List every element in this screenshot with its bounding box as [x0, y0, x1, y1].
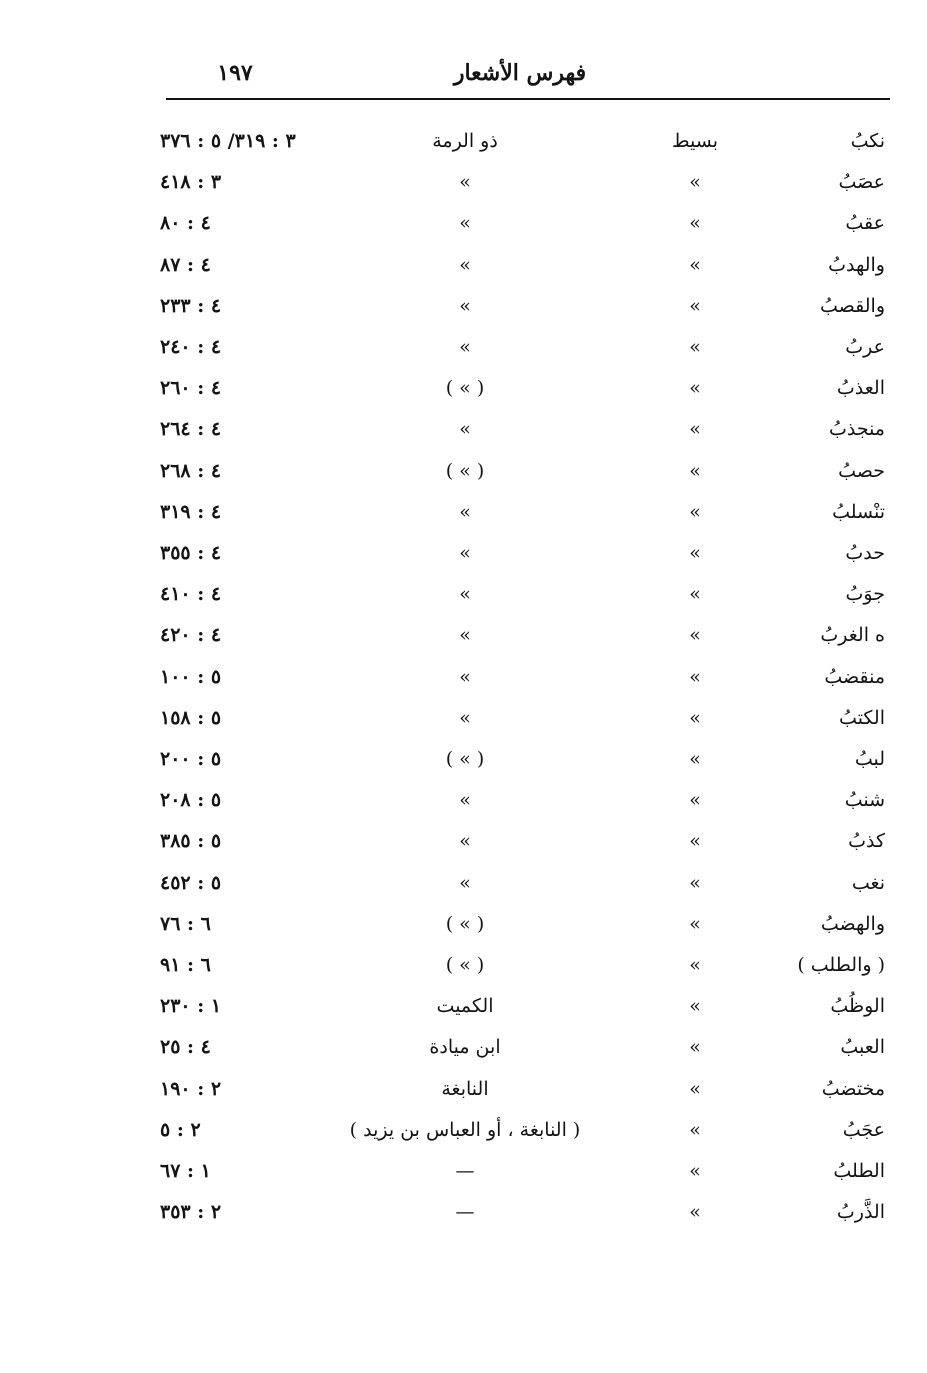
meter-cell: »: [689, 418, 701, 441]
index-row: [0, 244, 927, 284]
reference-cell: ٤ : ٢٦٤: [160, 418, 222, 441]
rhyme-cell: تنْسلبُ: [832, 500, 885, 523]
rhyme-cell: الكتبُ: [839, 706, 885, 729]
index-row: [0, 450, 927, 490]
reference-cell: ٢ : ٥: [160, 1118, 201, 1141]
poet-cell: »: [459, 583, 471, 606]
index-row: [0, 903, 927, 943]
meter-cell: »: [689, 1077, 701, 1100]
meter-cell: »: [689, 789, 701, 812]
rhyme-cell: شنبُ: [844, 789, 885, 812]
index-row: [0, 1109, 927, 1149]
rhyme-cell: مختضبُ: [821, 1077, 885, 1100]
reference-cell: ٤ : ٢٤٠: [160, 336, 222, 358]
rhyme-cell: عصَبُ: [838, 171, 885, 194]
meter-cell: »: [689, 542, 701, 564]
reference-cell: ٢ : ٣٥٣: [160, 1201, 222, 1224]
meter-cell: »: [689, 830, 701, 853]
index-row: [0, 367, 927, 407]
page-title: فهرس الأشعار: [453, 60, 587, 86]
poet-cell: »: [459, 336, 471, 358]
rhyme-cell: والهضبُ: [820, 912, 885, 935]
meter-cell: »: [689, 336, 701, 358]
poet-cell: »: [459, 500, 471, 523]
index-row: [0, 697, 927, 737]
meter-cell: »: [689, 1036, 701, 1059]
poet-cell: ( » ): [445, 912, 485, 935]
rhyme-cell: الذَّربُ: [836, 1201, 885, 1224]
poet-cell: »: [459, 830, 471, 853]
poet-cell: »: [459, 542, 471, 564]
index-row: [0, 1191, 927, 1231]
poet-cell: »: [459, 624, 471, 647]
reference-cell: ٦ : ٩١: [160, 954, 211, 976]
page-header: [0, 0, 927, 110]
meter-cell: »: [689, 912, 701, 935]
reference-cell: ٤ : ٤١٠: [160, 583, 222, 606]
meter-cell: »: [689, 212, 701, 235]
meter-cell: »: [689, 706, 701, 729]
rhyme-cell: حصبُ: [838, 459, 885, 482]
rhyme-cell: منجذبُ: [828, 418, 885, 441]
meter-cell: بسيط: [671, 130, 718, 152]
rhyme-cell: ه الغربُ: [820, 624, 885, 647]
reference-cell: ٤ : ٢٦٠: [160, 377, 222, 400]
meter-cell: »: [689, 253, 701, 276]
reference-cell: ٤ : ٣١٩: [160, 500, 222, 523]
rhyme-cell: العذبُ: [836, 377, 885, 400]
meter-cell: »: [689, 294, 701, 317]
reference-cell: ٢ : ١٩٠: [160, 1077, 222, 1100]
poet-cell: »: [459, 171, 471, 194]
poet-cell: ( » ): [445, 377, 485, 400]
meter-cell: »: [689, 500, 701, 523]
header-rule: [166, 98, 890, 100]
poet-cell: ابن ميادة: [429, 1036, 501, 1059]
reference-cell: ٥ : ٢٠٠: [160, 748, 222, 770]
reference-cell: ١ : ٢٣٠: [160, 995, 222, 1018]
index-row: [0, 820, 927, 860]
rhyme-cell: نغب: [851, 871, 885, 894]
meter-cell: »: [689, 995, 701, 1018]
meter-cell: »: [689, 583, 701, 606]
rhyme-cell: عقبُ: [845, 212, 885, 235]
index-row: [0, 944, 927, 984]
rhyme-cell: منقضبُ: [824, 665, 885, 688]
poet-cell: ( » ): [445, 954, 485, 976]
rhyme-cell: الوظُبُ: [830, 995, 885, 1018]
index-row: [0, 532, 927, 572]
poet-cell: —: [455, 1160, 475, 1182]
meter-cell: »: [689, 171, 701, 194]
index-row: [0, 614, 927, 654]
poet-cell: الكميت: [436, 995, 494, 1018]
index-row: [0, 1026, 927, 1066]
index-row: [0, 862, 927, 902]
reference-cell: ٤ : ٢٣٣: [160, 294, 222, 317]
poet-cell: »: [459, 294, 471, 317]
poet-cell: »: [459, 706, 471, 729]
poet-cell: »: [459, 253, 471, 276]
rhyme-cell: والقصبُ: [820, 294, 885, 317]
index-row: [0, 738, 927, 778]
meter-cell: »: [689, 624, 701, 647]
index-row: [0, 202, 927, 242]
reference-cell: ٥ : ٢٠٨: [160, 789, 222, 812]
rhyme-cell: حدبُ: [845, 542, 885, 564]
index-row: [0, 985, 927, 1025]
rhyme-cell: الطلبُ: [833, 1160, 885, 1182]
reference-cell: ٤ : ٤٢٠: [160, 624, 222, 647]
reference-cell: ٦ : ٧٦: [160, 912, 211, 935]
poet-cell: ( » ): [445, 459, 485, 482]
index-row: [0, 491, 927, 531]
poet-cell: »: [459, 789, 471, 812]
reference-cell: ٤ : ٨٧: [160, 253, 211, 276]
reference-cell: ٤ : ٨٠: [160, 212, 211, 235]
index-row: [0, 326, 927, 366]
meter-cell: »: [689, 748, 701, 770]
rhyme-cell: جوَبُ: [845, 583, 885, 606]
meter-cell: »: [689, 1201, 701, 1224]
index-row: [0, 656, 927, 696]
reference-cell: ٥ : ٤٥٢: [160, 871, 222, 894]
meter-cell: »: [689, 954, 701, 976]
rhyme-cell: عربُ: [845, 336, 885, 358]
index-row: [0, 120, 927, 160]
rhyme-cell: العببُ: [840, 1036, 885, 1059]
reference-cell: ١ : ٦٧: [160, 1160, 211, 1182]
reference-cell: ٥ : ١٥٨: [160, 706, 222, 729]
index-row: [0, 408, 927, 448]
poet-cell: ( » ): [445, 748, 485, 770]
meter-cell: »: [689, 1118, 701, 1141]
poet-cell: —: [455, 1201, 475, 1224]
reference-cell: ٣ : ٤١٨: [160, 171, 222, 194]
index-row: [0, 285, 927, 325]
poet-cell: النابغة: [441, 1077, 489, 1100]
reference-cell: ٤ : ٢٥: [160, 1036, 211, 1059]
meter-cell: »: [689, 871, 701, 894]
reference-cell: ٥ : ١٠٠: [160, 665, 222, 688]
page-number: ١٩٧: [217, 60, 253, 86]
meter-cell: »: [689, 459, 701, 482]
meter-cell: »: [689, 377, 701, 400]
meter-cell: »: [689, 1160, 701, 1182]
poet-cell: ذو الرمة: [432, 130, 498, 152]
reference-cell: ٣ : ٣١٩/ ٥ : ٣٧٦: [160, 130, 296, 152]
poet-cell: »: [459, 212, 471, 235]
index-row: [0, 779, 927, 819]
rhyme-cell: عجَبُ: [842, 1118, 885, 1141]
index-row: [0, 1068, 927, 1108]
poet-cell: »: [459, 418, 471, 441]
reference-cell: ٤ : ٣٥٥: [160, 542, 222, 564]
poet-cell: ( النابغة ، أو العباس بن يزيد ): [349, 1118, 581, 1141]
poet-cell: »: [459, 871, 471, 894]
index-row: [0, 573, 927, 613]
rhyme-cell: لببُ: [854, 748, 885, 770]
reference-cell: ٥ : ٣٨٥: [160, 830, 222, 853]
meter-cell: »: [689, 665, 701, 688]
index-row: [0, 161, 927, 201]
rhyme-cell: ( والطلب ): [797, 954, 885, 976]
reference-cell: ٤ : ٢٦٨: [160, 459, 222, 482]
rhyme-cell: كذبُ: [848, 830, 885, 853]
poet-cell: »: [459, 665, 471, 688]
rhyme-cell: نكبُ: [850, 130, 885, 152]
rhyme-cell: والهدبُ: [828, 253, 885, 276]
index-row: [0, 1150, 927, 1190]
